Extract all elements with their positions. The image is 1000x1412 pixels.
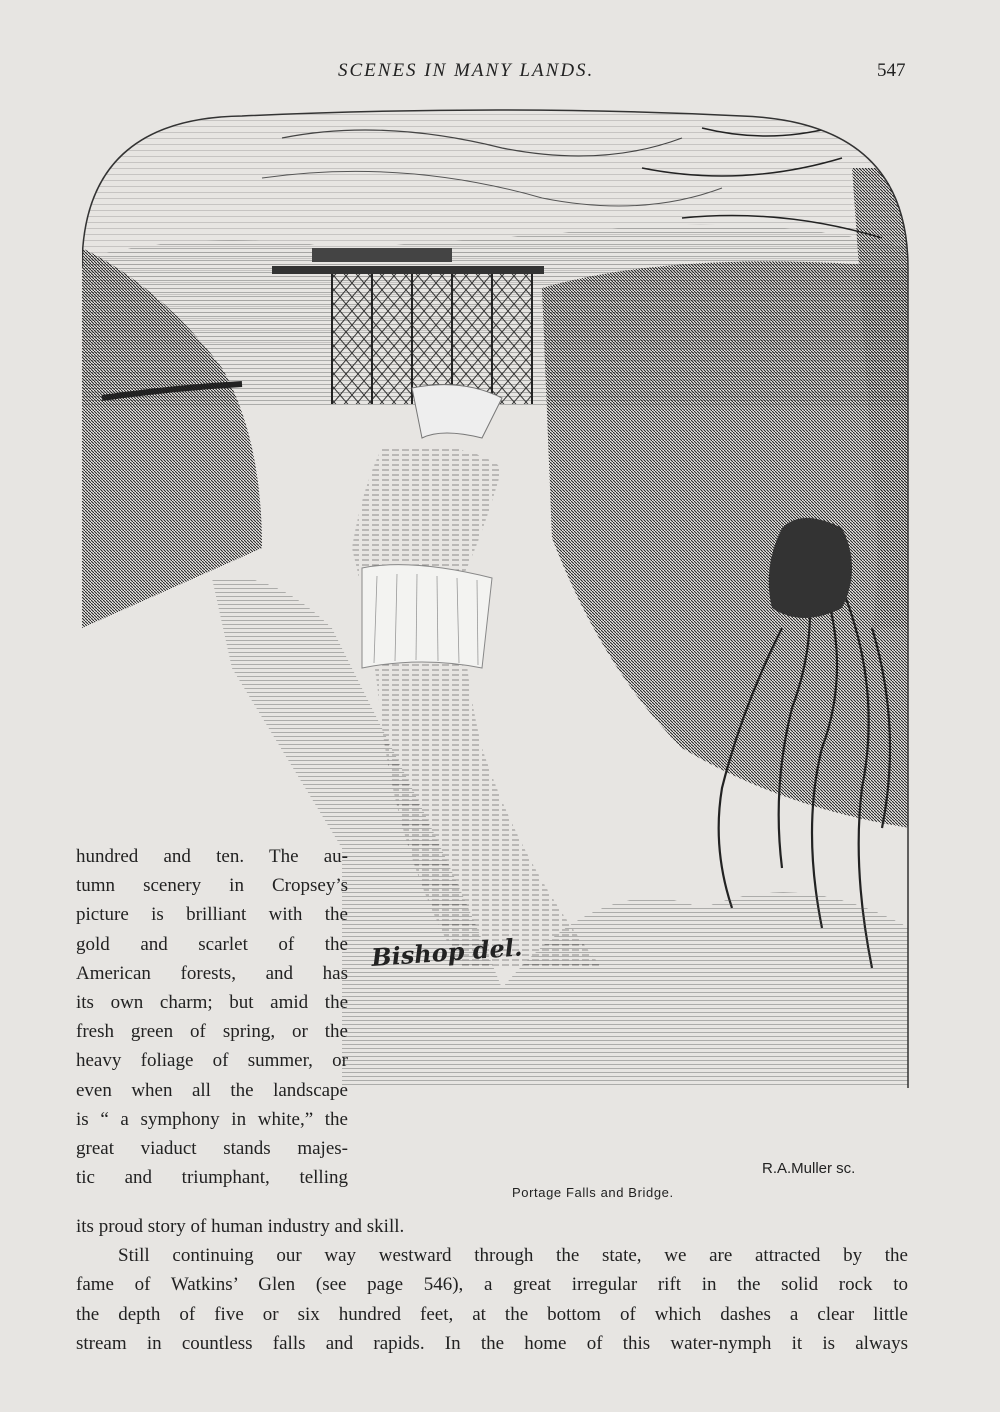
- text-line: tumn scenery in Cropsey’s: [76, 875, 348, 897]
- text-line: even when all the landscape: [76, 1079, 348, 1101]
- engraver-signature-muller: R.A.Muller sc.: [762, 1160, 856, 1176]
- page-number: 547: [877, 60, 906, 81]
- text-line: hundred and ten. The au-: [76, 846, 348, 867]
- text-line: fresh green of spring, or the: [76, 1021, 348, 1043]
- text-line: American forests, and has: [76, 962, 348, 984]
- foreground-brush: [502, 892, 910, 1176]
- text-line: the depth of five or six hundred feet, at the bottom of which dashes a clear little: [76, 1303, 908, 1325]
- text-line: Still continuing our way westward through the state, we are attracted by the: [118, 1245, 908, 1267]
- text-line: gold and scarlet of the: [76, 933, 348, 955]
- text-line: its proud story of human industry and skill.: [76, 1216, 405, 1237]
- running-head: [0, 60, 1000, 90]
- text-line: fame of Watkins’ Glen (see page 546), a great irregular rift in the solid rock to: [76, 1274, 908, 1296]
- upper-falls: [412, 385, 502, 438]
- text-line: great viaduct stands majes-: [76, 1138, 348, 1160]
- text-line: picture is brilliant with the: [76, 904, 348, 926]
- running-title: SCENES IN MANY LANDS.: [338, 60, 595, 81]
- full-width-paragraph: [76, 1212, 908, 1358]
- right-forest: [542, 261, 910, 828]
- text-line: tic and triumphant, telling: [76, 1167, 348, 1189]
- engraver-signature-bishop: Bishop del.: [370, 932, 524, 972]
- illustration-caption: Portage Falls and Bridge.: [512, 1185, 674, 1200]
- tree-stump: [769, 518, 852, 618]
- wrapped-paragraph: [76, 842, 348, 1192]
- main-waterfall: [362, 565, 492, 668]
- text-line: is “ a symphony in white,” the: [76, 1108, 348, 1130]
- text-line: stream in countless falls and rapids. In the home of this water-nymph it is always: [76, 1332, 908, 1354]
- text-line: its own charm; but amid the: [76, 992, 348, 1014]
- text-line: heavy foliage of summer, or: [76, 1050, 348, 1072]
